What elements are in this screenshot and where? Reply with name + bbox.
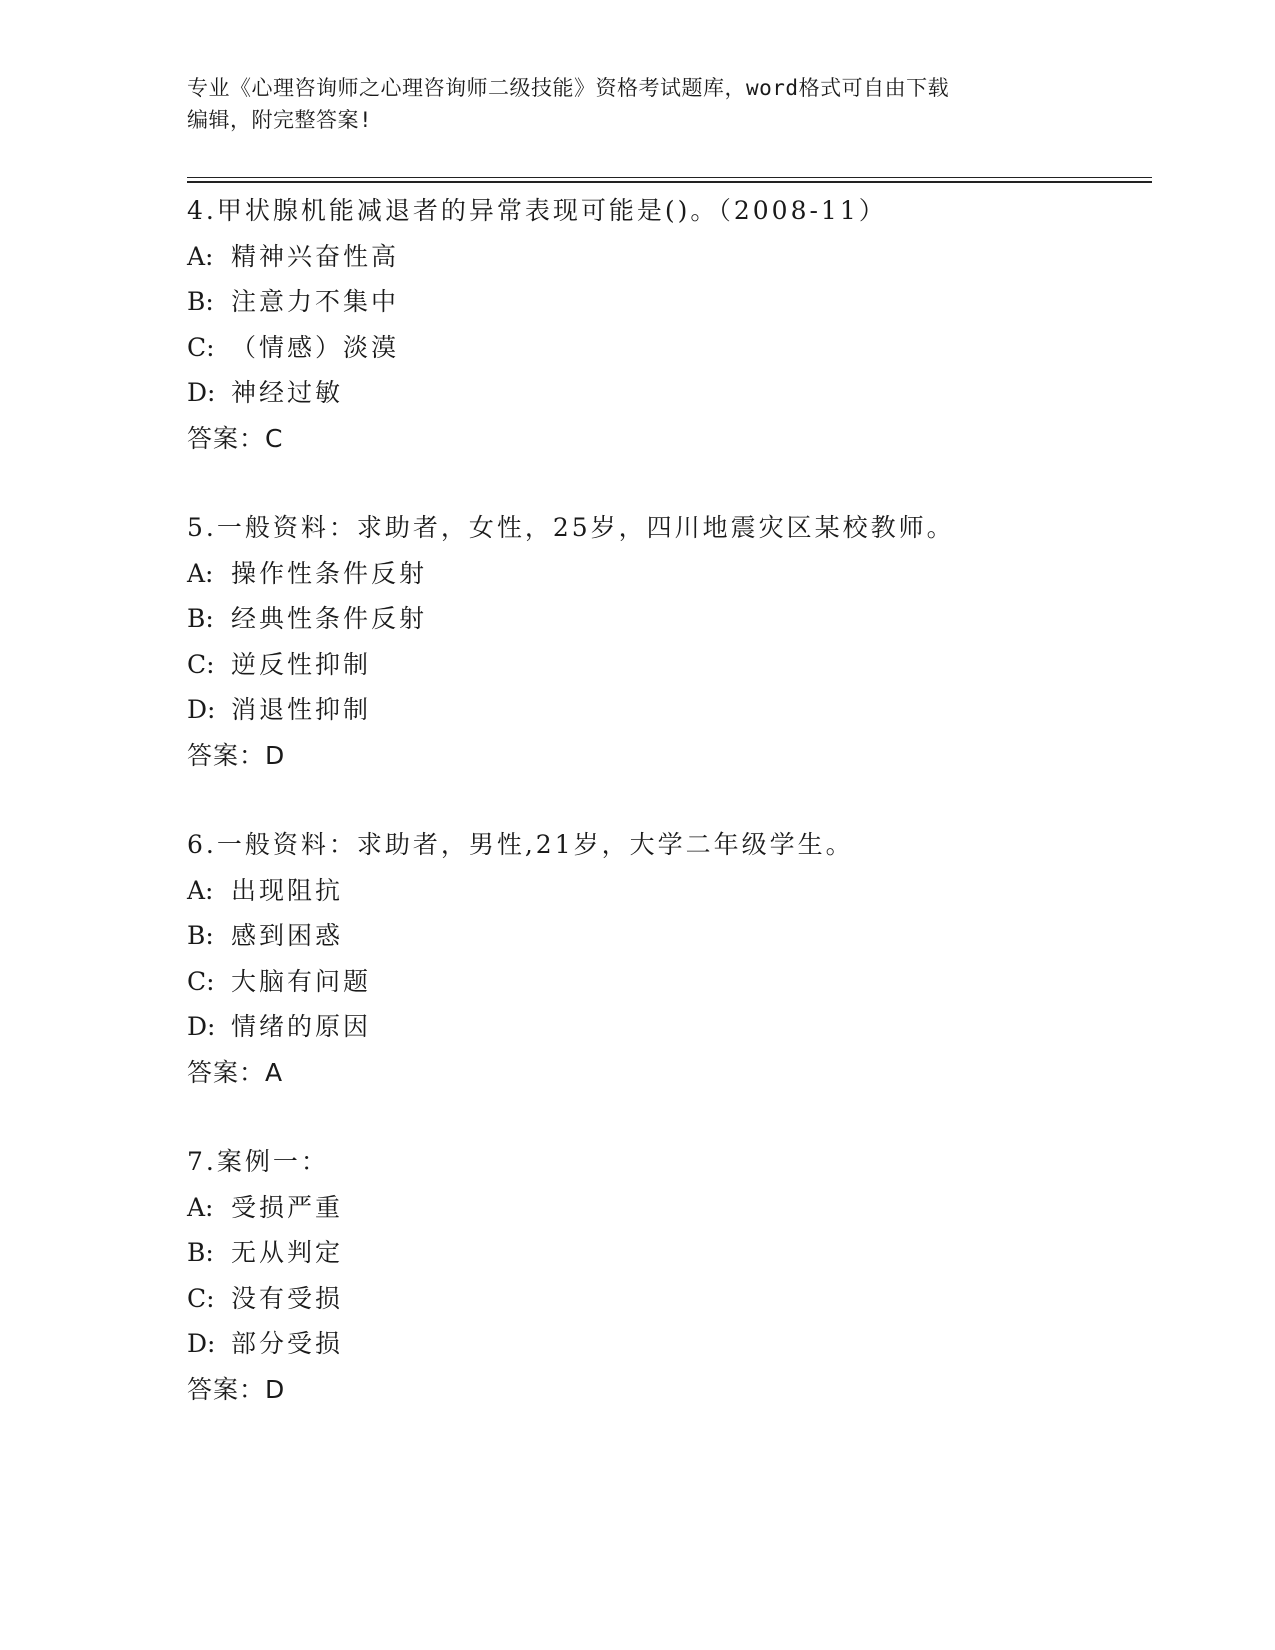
question-item [187, 188, 1147, 461]
option-text: 逆反性抑制 [231, 649, 372, 679]
header-divider-thick [187, 181, 1152, 183]
question-stem: 4.甲状腺机能减退者的异常表现可能是()。（2008-11） [187, 196, 887, 225]
option-key: D: [187, 378, 216, 407]
answer-line: 答案：C [187, 423, 284, 453]
answer-line: 答案：D [187, 1374, 286, 1404]
question-list [187, 188, 1147, 1456]
option-text: 感到困惑 [231, 921, 344, 950]
answer-line: 答案：D [187, 740, 286, 770]
option-b [187, 1230, 1147, 1276]
option-c [187, 325, 1147, 371]
option-text: 无从判定 [231, 1238, 344, 1267]
question-item [187, 505, 1147, 778]
option-d [187, 1004, 1147, 1050]
option-key: C: [187, 649, 215, 679]
option-text: 操作性条件反射 [231, 558, 428, 588]
option-key: C: [187, 966, 215, 996]
option-text: 受损严重 [231, 1192, 344, 1222]
option-text: 出现阻抗 [231, 875, 344, 905]
option-text: （情感）淡漠 [231, 332, 400, 362]
option-text: 部分受损 [231, 1329, 344, 1358]
option-key: A: [187, 241, 214, 271]
option-key: B: [187, 604, 214, 633]
option-a [187, 868, 1147, 914]
option-c [187, 642, 1147, 688]
answer-line: 答案：A [187, 1057, 284, 1087]
option-c [187, 1276, 1147, 1322]
option-key: D: [187, 695, 216, 724]
option-d [187, 1321, 1147, 1367]
option-key: D: [187, 1329, 216, 1358]
option-d [187, 370, 1147, 416]
option-text: 经典性条件反射 [231, 604, 428, 633]
option-b [187, 279, 1147, 325]
option-a [187, 551, 1147, 597]
question-item [187, 1139, 1147, 1412]
option-text: 注意力不集中 [231, 287, 400, 316]
option-text: 神经过敏 [231, 378, 344, 407]
option-key: A: [187, 558, 214, 588]
header-divider-thin [187, 177, 1152, 178]
header-line-1: 专业《心理咨询师之心理咨询师二级技能》资格考试题库，word格式可自由下载 [187, 76, 950, 100]
question-stem: 6.一般资料：求助者，男性,21岁，大学二年级学生。 [187, 830, 854, 859]
option-key: C: [187, 332, 215, 362]
option-a [187, 1185, 1147, 1231]
question-stem: 5.一般资料：求助者，女性，25岁，四川地震灾区某校教师。 [187, 513, 955, 542]
option-text: 精神兴奋性高 [231, 241, 400, 271]
question-item [187, 822, 1147, 1095]
header-line-2: 编辑，附完整答案! [187, 108, 373, 132]
document-header [187, 72, 1067, 136]
option-text: 大脑有问题 [231, 966, 372, 996]
option-key: B: [187, 1238, 214, 1267]
option-a [187, 234, 1147, 280]
option-key: C: [187, 1283, 215, 1313]
option-key: A: [187, 1192, 214, 1222]
option-key: B: [187, 921, 214, 950]
option-c [187, 959, 1147, 1005]
option-key: D: [187, 1012, 216, 1041]
option-b [187, 913, 1147, 959]
option-text: 消退性抑制 [231, 695, 372, 724]
option-text: 没有受损 [231, 1283, 344, 1313]
option-text: 情绪的原因 [231, 1012, 372, 1041]
option-b [187, 596, 1147, 642]
question-stem: 7.案例一： [187, 1147, 329, 1176]
option-key: B: [187, 287, 214, 316]
option-key: A: [187, 875, 214, 905]
option-d [187, 687, 1147, 733]
